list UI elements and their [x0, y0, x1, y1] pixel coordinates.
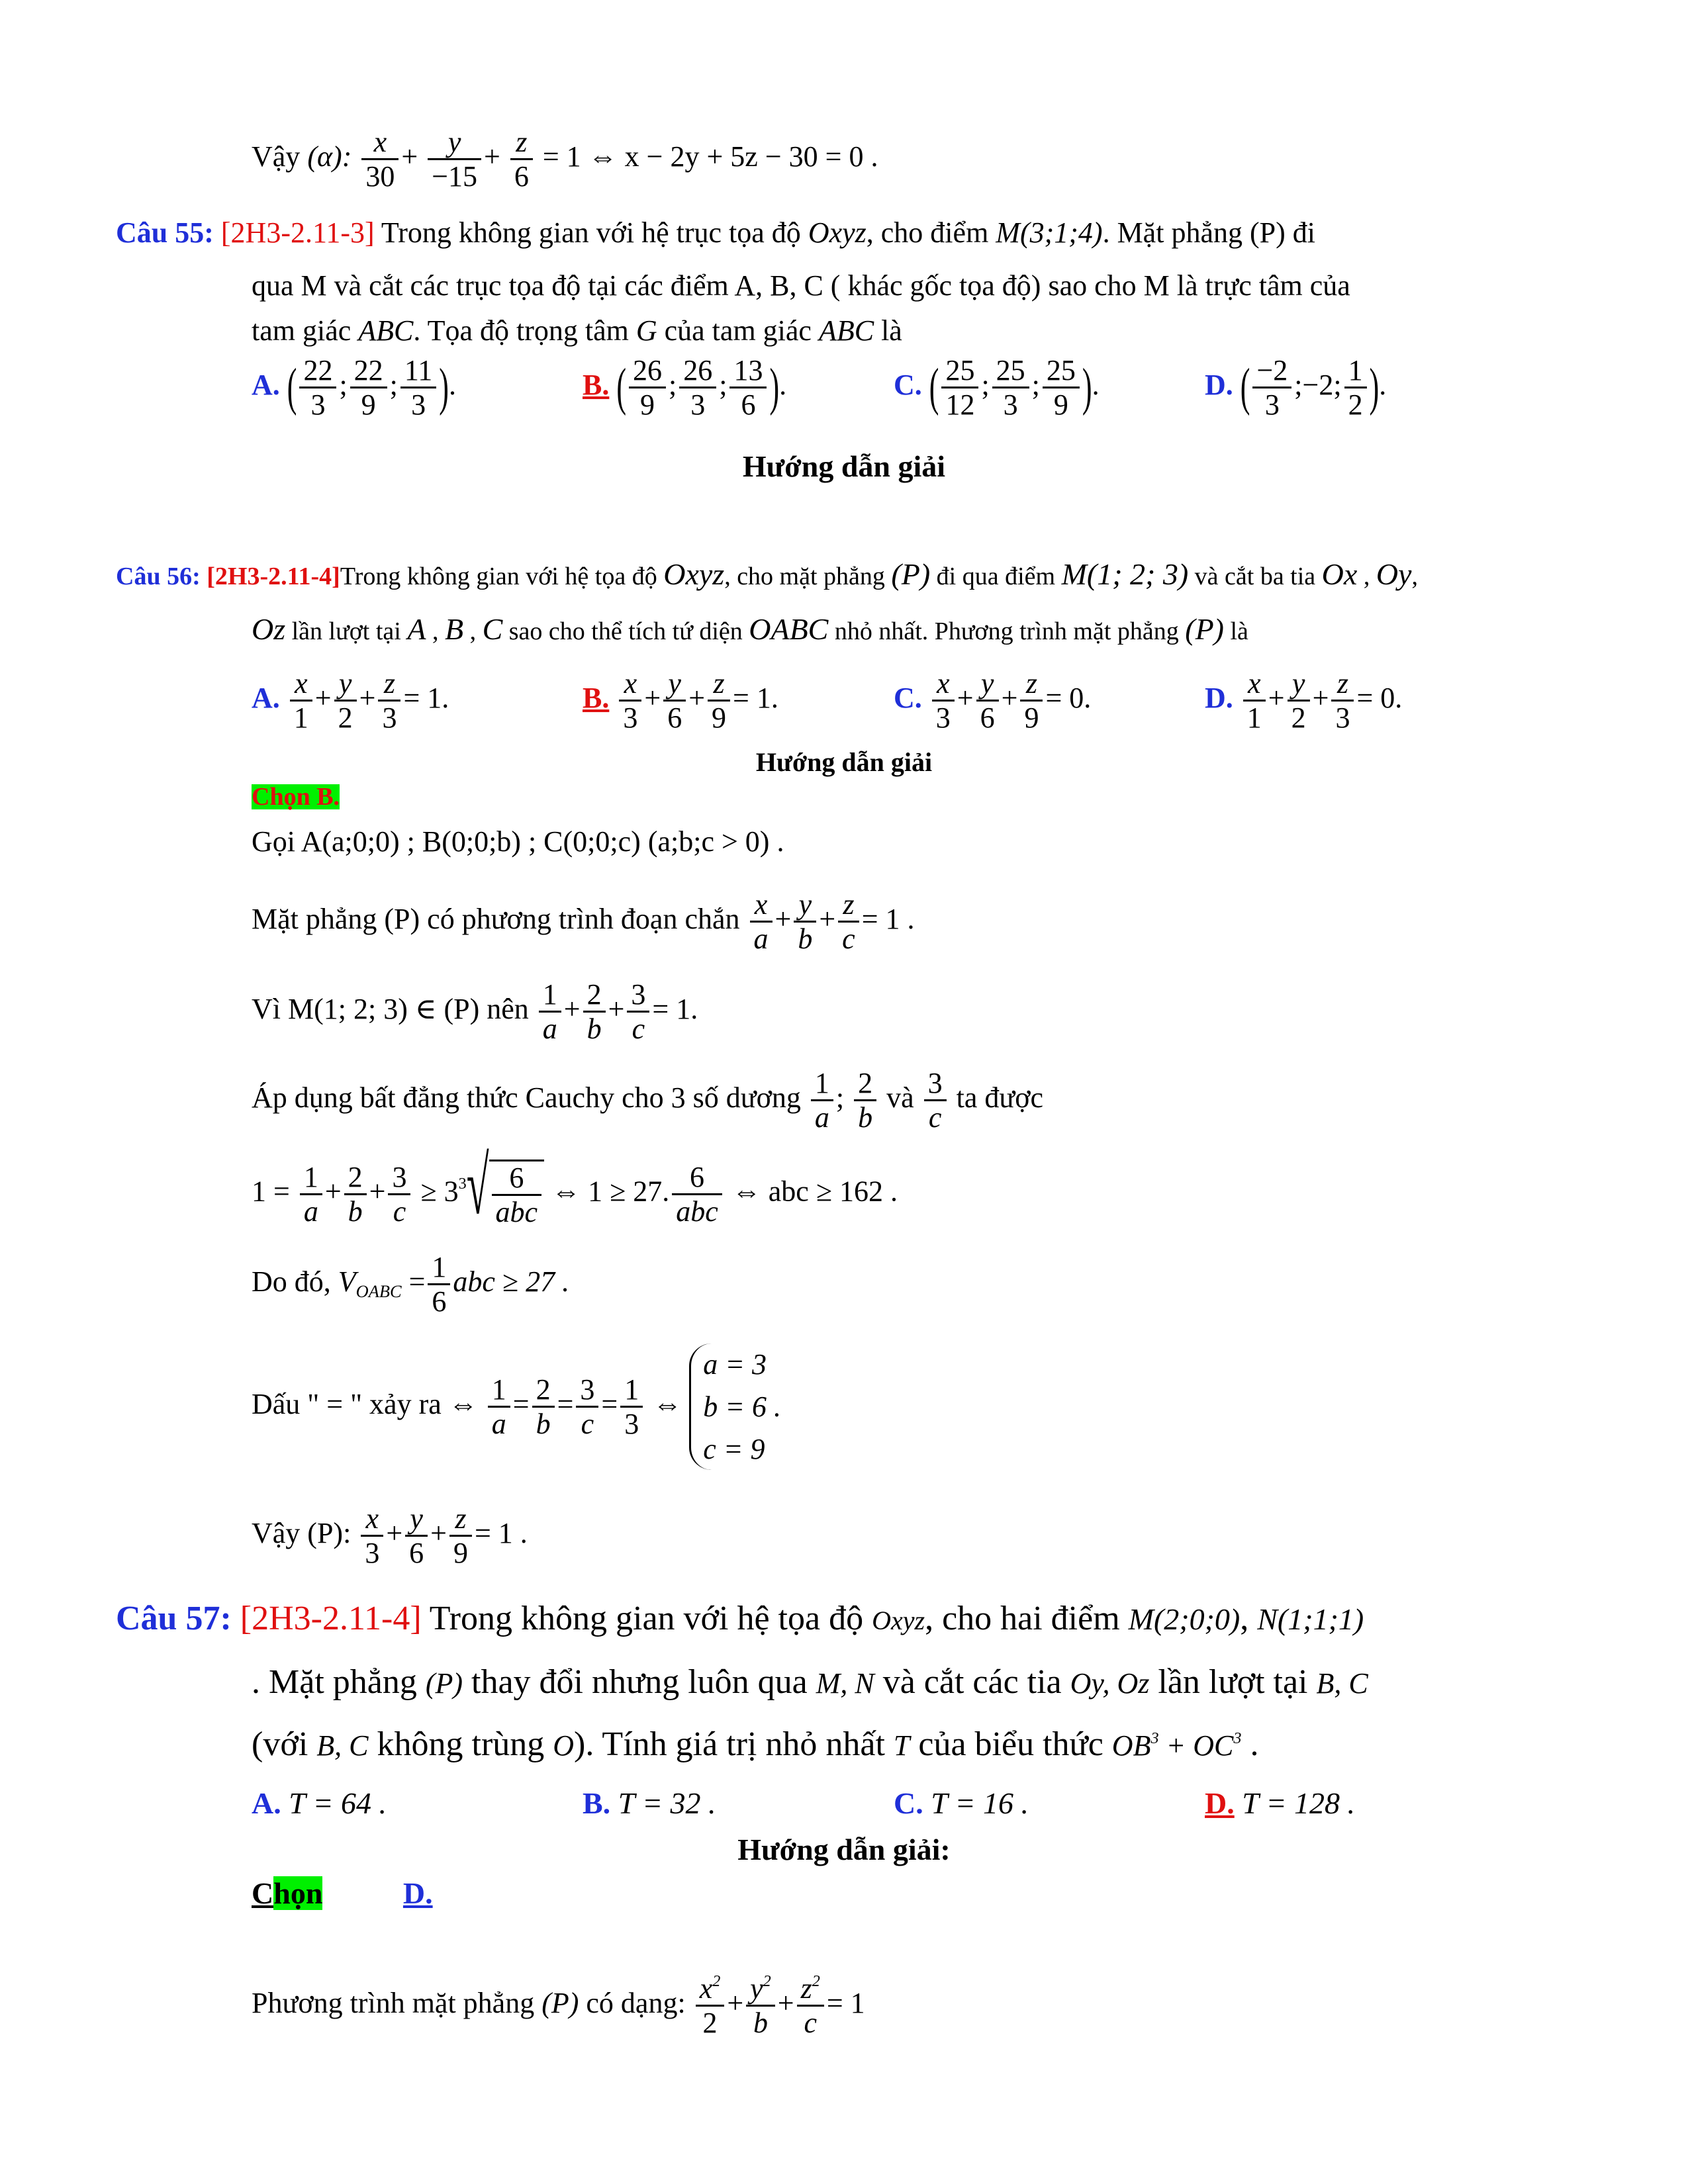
q56-sol-line4: Áp dụng bất đẳng thức Cauchy cho 3 số dương $\frac{1}{a}$ ; $\frac{2}{b}$ và $\frac{3}{c}$ ta được: [252, 1067, 1044, 1134]
fraction: $\frac{y}{-15}$: [428, 126, 481, 193]
q56-option-c[interactable]: C. $\frac{x}{3}$ + $\frac{y}{6}$ + $\frac{z}{9}$ = 0.: [894, 667, 1092, 735]
q55-option-d[interactable]: D. ( $\frac{-2}{3}$ ;−2; $\frac{1}{2}$ ).: [1205, 354, 1387, 422]
q57-option-b[interactable]: B. T = 32 .: [583, 1786, 716, 1820]
q55-line3: tam giác ABC. Tọa độ trọng tâm G của tam giác ABC là: [252, 314, 902, 347]
q55-line2: qua M và cắt các trục tọa độ tại các điểm A, B, C ( khác gốc tọa độ) sao cho M là trực tâm của: [252, 269, 1350, 302]
q56-sol-line5: 1 = $\frac{1}{a}$ + $\frac{2}{b}$ + $\frac{3}{c}$ ≥ $3^3√$ 6 abc ⇔ 1 ≥ 27. 6 abc ⇔ abc ≥ 162 .: [252, 1142, 898, 1232]
q57-line1: Câu 57: [2H3-2.11-4] Trong không gian với hệ tọa độ Oxyz, cho hai điểm M(2;0;0), N(1;1;1): [116, 1600, 1364, 1637]
q55-option-c[interactable]: C. ( $\frac{25}{12}$ ; $\frac{25}{3}$ ; $\frac{25}{9}$ ).: [894, 354, 1100, 422]
question-code: [2H3-2.11-4]: [240, 1600, 422, 1637]
equation-rest: = 1 ⇔ x − 2y + 5z − 30 = 0 .: [542, 140, 878, 173]
q57-answer-badge: Chọn D.: [252, 1876, 433, 1910]
point-m: M(3;1;4): [996, 216, 1103, 249]
question-code: [2H3-2.11-4]: [207, 563, 340, 590]
q56-answer-badge: Chọn B.: [252, 783, 340, 811]
q57-option-c[interactable]: C. T = 16 .: [894, 1786, 1029, 1820]
question-label: Câu 56:: [116, 563, 201, 590]
q56-sol-line3: Vì M(1; 2; 3) ∈ (P) nên $\frac{1}{a}$ + $\frac{2}{b}$ + $\frac{3}{c}$ = 1.: [252, 978, 698, 1046]
q57-line3: (với B, C không trùng O). Tính giá trị nhỏ nhất T của biểu thức $OB^3 + OC^3$ .: [252, 1725, 1259, 1763]
q56-line2: Oz lần lượt tại A , B , C sao cho thể tích tứ diện OABC nhỏ nhất. Phương trình mặt phẳng (P) là: [252, 612, 1248, 646]
q56-sol-line7: Dấu " = " xảy ra ⇔ $\frac{1}{a}$ = $\frac{2}{b}$ = $\frac{3}{c}$ = $\frac{1}{3}$ ⇔ a = 3 b = 6 . c = 9: [252, 1343, 781, 1470]
q56-sol-line2: Mặt phẳng (P) có phương trình đoạn chắn $\frac{x}{a}$ + $\frac{y}{b}$ + $\frac{z}{c}$ = 1 .: [252, 888, 915, 956]
q57-line2: . Mặt phẳng (P) thay đổi nhưng luôn qua M, N và cắt các tia Oy, Oz lần lượt tại B, C: [252, 1663, 1368, 1701]
vay-word: Vậy: [252, 140, 301, 173]
q56-option-b[interactable]: B. $\frac{x}{3}$ + $\frac{y}{6}$ + $\frac{z}{9}$ = 1.: [583, 667, 778, 735]
q56-option-d[interactable]: D. $\frac{x}{1}$ + $\frac{y}{2}$ + $\frac{z}{3}$ = 0.: [1205, 667, 1403, 735]
q57-option-d[interactable]: D. T = 128 .: [1205, 1786, 1356, 1820]
q55-option-a[interactable]: A. ( $\frac{22}{3}$ ; $\frac{22}{9}$ ; $\frac{11}{3}$ ).: [252, 354, 456, 422]
q56-option-a[interactable]: A. $\frac{x}{1}$ + $\frac{y}{2}$ + $\frac{z}{3}$ = 1.: [252, 667, 449, 735]
q56-sol-line8: Vậy (P): $\frac{x}{3}$ + $\frac{y}{6}$ + $\frac{z}{9}$ = 1 .: [252, 1502, 528, 1570]
q57-sol-line1: Phương trình mặt phẳng (P) có dạng: $\frac{x^2}{2}$ + $\frac{y^2}{b}$ + $\frac{z^2}{c}$ = 1: [252, 1972, 865, 2040]
q56-sol-line6: Do đó, $V_{OABC}$ = $\frac{1}{6}$ abc ≥ 27 .: [252, 1251, 570, 1318]
q56-solution-title: Hướng dẫn giải: [755, 747, 933, 777]
q57-option-a[interactable]: A. T = 64 .: [252, 1786, 387, 1820]
fraction: $\frac{z}{6}$: [510, 126, 533, 193]
alpha-plane: (α):: [307, 140, 352, 173]
q55-tail-line: Vậy (α): $\frac{x}{30}$ + $\frac{y}{-15}$ + $\frac{z}{6}$ = 1 ⇔ x − 2y + 5z − 30 = 0 .: [252, 126, 878, 193]
question-label: Câu 55:: [116, 216, 214, 249]
cube-root: $^3$√ 6 abc: [459, 1160, 544, 1229]
q55-option-b[interactable]: B. ( $\frac{26}{9}$ ; $\frac{26}{3}$ ; $\frac{13}{6}$ ).: [583, 354, 787, 422]
question-label: Câu 57:: [116, 1600, 232, 1637]
fraction: $\frac{x}{30}$: [361, 126, 399, 193]
equation-system: a = 3 b = 6 . c = 9: [689, 1343, 781, 1470]
q55-line1: Câu 55: [2H3-2.11-3] Trong không gian với hệ trục tọa độ Oxyz, cho điểm M(3;1;4). Mặt phẳng (P) đi: [116, 216, 1315, 249]
q56-sol-line1: Gọi A(a;0;0) ; B(0;0;b) ; C(0;0;c) (a;b;c > 0) .: [252, 825, 784, 858]
q56-line1: Câu 56: [2H3-2.11-4]Trong không gian với hệ tọa độ Oxyz, cho mặt phẳng (P) đi qua điểm M(1; 2; 3) và cắt ba tia Ox , Oy,: [116, 557, 1418, 591]
q57-solution-title: Hướng dẫn giải:: [737, 1833, 951, 1866]
q55-solution-title: Hướng dẫn giải: [742, 449, 946, 483]
question-code: [2H3-2.11-3]: [220, 216, 375, 249]
